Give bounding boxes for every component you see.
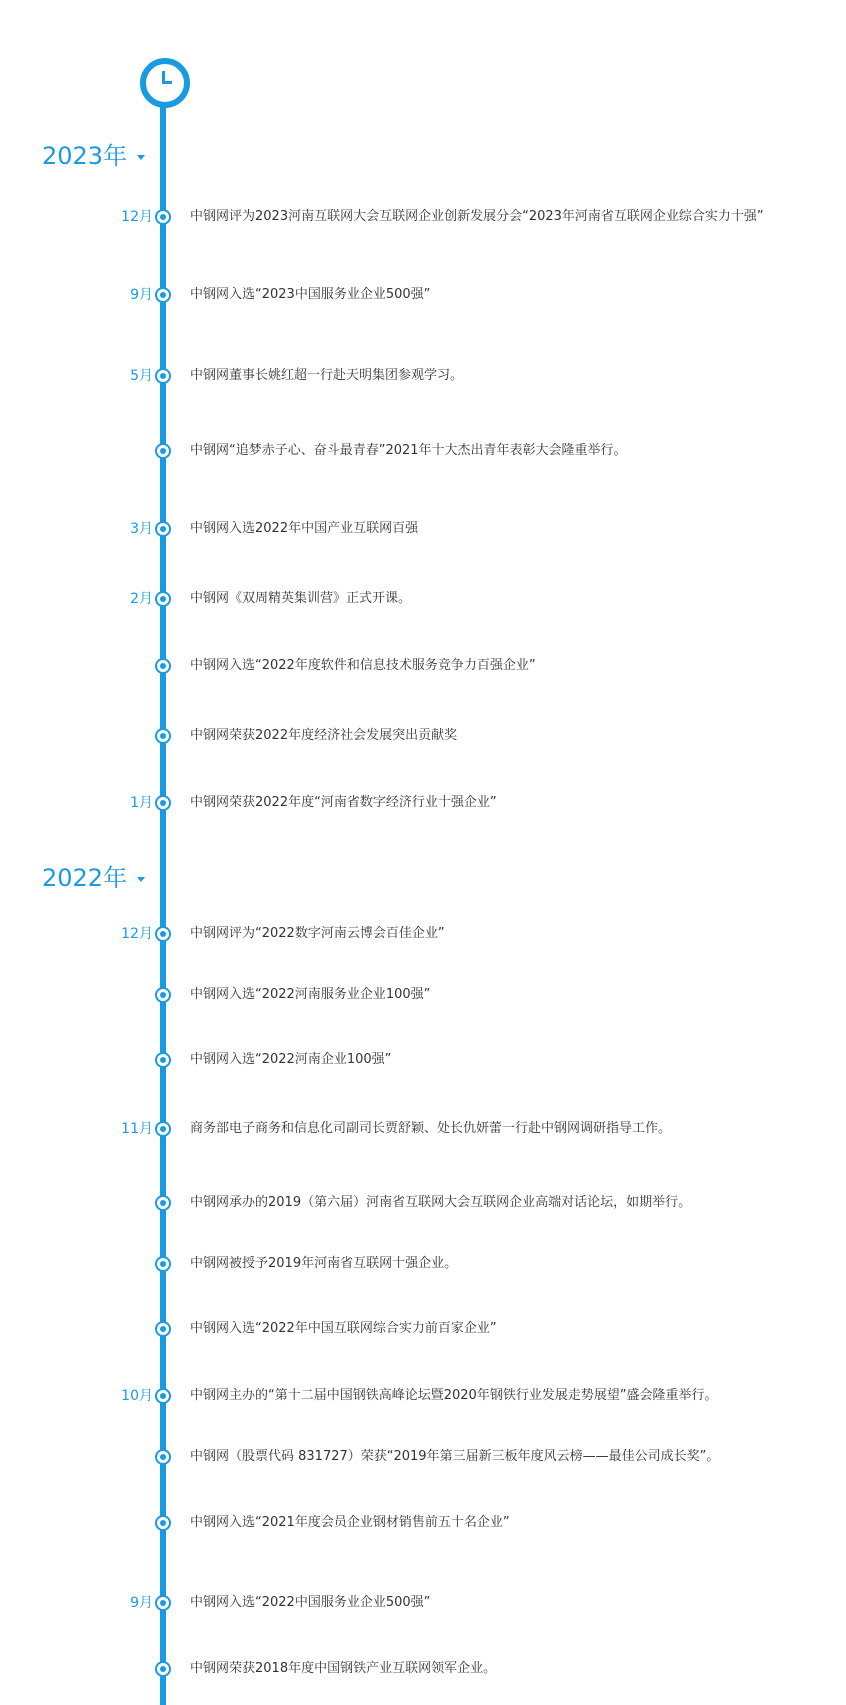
event-text: 中钢网被授予2019年河南省互联网十强企业。: [190, 1256, 458, 1271]
timeline-event: [0, 1384, 846, 1408]
event-month: 1月: [130, 795, 153, 811]
year-heading[interactable]: [42, 858, 145, 898]
year-label: 2023年: [42, 142, 128, 170]
event-text: 中钢网入选“2022年中国互联网综合实力前百家企业”: [190, 1321, 497, 1336]
timeline-dot-icon: [155, 368, 171, 384]
event-text: 商务部电子商务和信息化司副司长贾舒颖、处长仇妍蕾一行赴中钢网调研指导工作。: [190, 1121, 672, 1136]
event-text: 中钢网承办的2019（第六届）河南省互联网大会互联网企业高端对话论坛，如期举行。: [190, 1195, 692, 1210]
timeline-dot-icon: [155, 287, 171, 303]
timeline-event: [0, 1117, 846, 1141]
caret-down-icon[interactable]: [137, 877, 145, 882]
event-month: 2月: [130, 591, 153, 607]
timeline-event: [0, 1511, 846, 1535]
timeline-dot-icon: [155, 926, 171, 942]
timeline-dot-icon: [155, 1321, 171, 1337]
event-month: 12月: [121, 209, 153, 225]
timeline-dot-icon: [155, 209, 171, 225]
event-text: 中钢网（股票代码 831727）荣获“2019年第三届新三板年度风云榜——最佳公司成长奖”。: [190, 1449, 720, 1464]
year-heading[interactable]: [42, 136, 145, 176]
event-text: 中钢网入选“2021年度会员企业钢材销售前五十名企业”: [190, 1515, 510, 1530]
event-text: 中钢网入选2022年中国产业互联网百强: [190, 521, 419, 536]
timeline-dot-icon: [155, 591, 171, 607]
event-text: 中钢网入选“2022年度软件和信息技术服务竞争力百强企业”: [190, 658, 536, 673]
event-month: 12月: [121, 926, 153, 942]
timeline-dot-icon: [155, 1449, 171, 1465]
event-text: 中钢网评为2023河南互联网大会互联网企业创新发展分会“2023年河南省互联网企业综合实力十强”: [190, 209, 764, 224]
timeline-event: [0, 724, 846, 748]
timeline-event: [0, 364, 846, 388]
timeline-event: [0, 1317, 846, 1341]
event-text: 中钢网董事长姚红超一行赴天明集团参观学习。: [190, 368, 464, 383]
event-text: 中钢网入选“2022中国服务业企业500强”: [190, 1595, 431, 1610]
event-month: 10月: [121, 1388, 153, 1404]
event-text: 中钢网主办的“第十二届中国钢铁高峰论坛暨2020年钢铁行业发展走势展望”盛会隆重举行。: [190, 1388, 718, 1403]
event-text: 中钢网荣获2022年度经济社会发展突出贡献奖: [190, 728, 458, 743]
timeline-event: [0, 983, 846, 1007]
event-month: 5月: [130, 368, 153, 384]
timeline-dot-icon: [155, 795, 171, 811]
event-text: 中钢网《双周精英集训营》正式开课。: [190, 591, 412, 606]
event-text: 中钢网入选“2022河南企业100强”: [190, 1052, 392, 1067]
timeline-event: [0, 517, 846, 541]
timeline-dot-icon: [155, 1595, 171, 1611]
event-text: 中钢网荣获2018年度中国钢铁产业互联网领军企业。: [190, 1661, 497, 1676]
timeline-dot-icon: [155, 443, 171, 459]
timeline-event: [0, 922, 846, 946]
event-month: 9月: [130, 287, 153, 303]
timeline-event: [0, 1657, 846, 1681]
timeline-event: [0, 283, 846, 307]
event-text: 中钢网“追梦赤子心、奋斗最青春”2021年十大杰出青年表彰大会隆重举行。: [190, 443, 627, 458]
timeline-event: [0, 654, 846, 678]
timeline-dot-icon: [155, 1052, 171, 1068]
timeline-event: [0, 587, 846, 611]
timeline-dot-icon: [155, 1388, 171, 1404]
timeline-dot-icon: [155, 987, 171, 1003]
timeline-dot-icon: [155, 728, 171, 744]
event-month: 9月: [130, 1595, 153, 1611]
timeline-dot-icon: [155, 1256, 171, 1272]
timeline-event: [0, 791, 846, 815]
timeline-event: [0, 205, 846, 229]
event-text: 中钢网入选“2023中国服务业企业500强”: [190, 287, 431, 302]
event-text: 中钢网评为“2022数字河南云博会百佳企业”: [190, 926, 445, 941]
event-text: 中钢网入选“2022河南服务业企业100强”: [190, 987, 431, 1002]
timeline-event: [0, 1445, 846, 1469]
timeline-event: [0, 439, 846, 463]
timeline-dot-icon: [155, 521, 171, 537]
timeline-dot-icon: [155, 1195, 171, 1211]
timeline-dot-icon: [155, 1661, 171, 1677]
event-text: 中钢网荣获2022年度“河南省数字经济行业十强企业”: [190, 795, 497, 810]
timeline-event: [0, 1591, 846, 1615]
clock-icon: [140, 58, 190, 108]
year-label: 2022年: [42, 864, 128, 892]
timeline-event: [0, 1191, 846, 1215]
timeline-dot-icon: [155, 1121, 171, 1137]
event-month: 11月: [121, 1121, 153, 1137]
timeline-event: [0, 1252, 846, 1276]
event-month: 3月: [130, 521, 153, 537]
caret-down-icon[interactable]: [137, 155, 145, 160]
timeline-dot-icon: [155, 1515, 171, 1531]
timeline-dot-icon: [155, 658, 171, 674]
timeline-event: [0, 1048, 846, 1072]
